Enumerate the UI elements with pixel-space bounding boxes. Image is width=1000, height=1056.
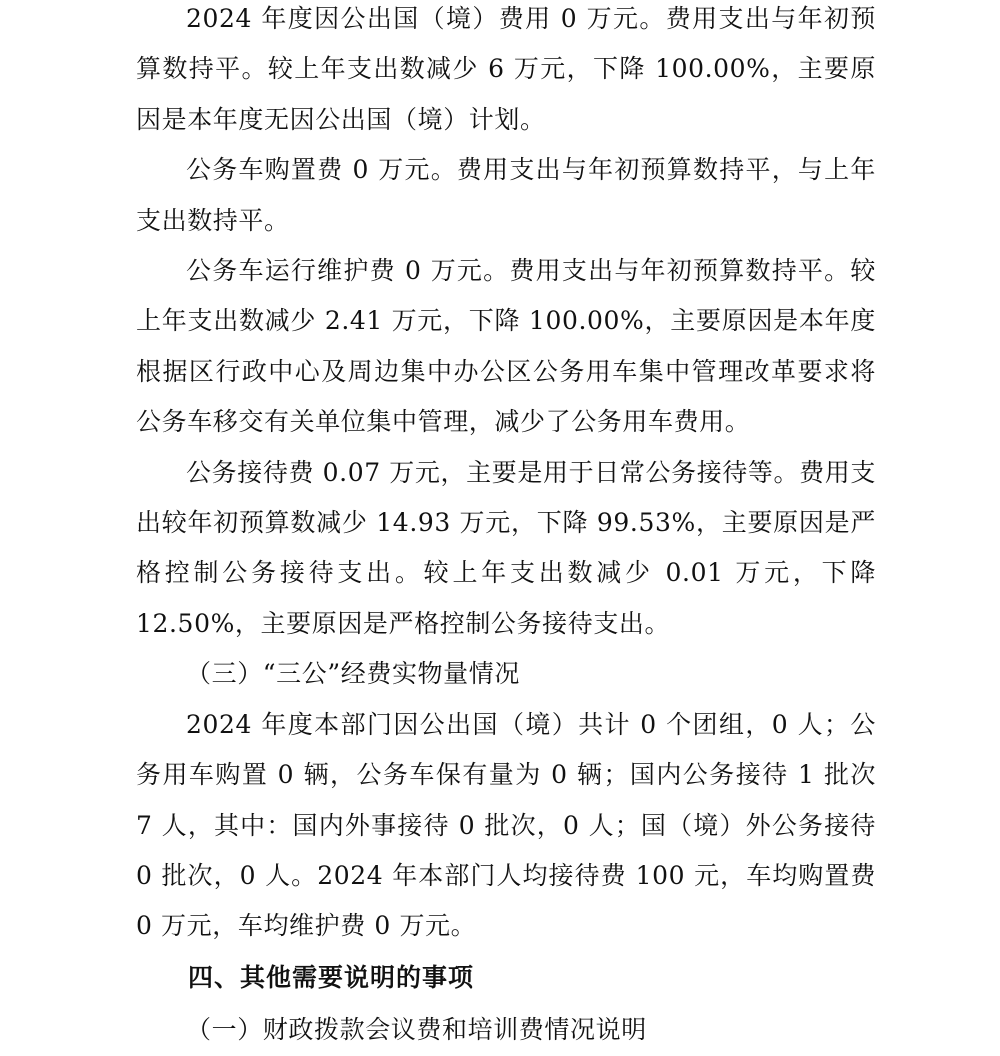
- heading-three-public-quantities: （三）“三公”经费实物量情况: [186, 659, 520, 689]
- paragraph-official-reception: 公务接待费 0.07 万元，主要是用于日常公务接待等。费用支出较年初预算数减少 14.93 万元，下降 99.53%，主要原因是严格控制公务接待支出。较上年支出数减少 0.01 万元，下降 12.50%，主要原因是严格控制公务接待支出。: [136, 457, 876, 638]
- paragraph-vehicle-maintenance: 公务车运行维护费 0 万元。费用支出与年初预算数持平。较上年支出数减少 2.41 万元，下降 100.00%，主要原因是本年度根据区行政中心及周边集中办公区公务用车集中管理改革要求将公务车移交有关单位集中管理，减少了公务用车费用。: [136, 256, 876, 437]
- section-subtitle: （一）财政拨款会议费和培训费情况说明: [186, 1014, 647, 1044]
- document-page: [136, 0, 876, 1056]
- paragraph-quantities-detail: 2024 年度本部门因公出国（境）共计 0 个团组，0 人；公务用车购置 0 辆，公务车保有量为 0 辆；国内公务接待 1 批次 7 人，其中：国内外事接待 0 批次，0 人；国（境）外公务接待 0 批次，0 人。2024 年本部门人均接待费 100 元，车均购置费 0 万元，车均维护费 0 万元。: [136, 709, 876, 941]
- paragraph-vehicle-purchase: 公务车购置费 0 万元。费用支出与年初预算数持平，与上年支出数持平。: [136, 155, 876, 235]
- section-title: 四、其他需要说明的事项: [188, 962, 475, 992]
- paragraph-overseas-travel: 2024 年度因公出国（境）费用 0 万元。费用支出与年初预算数持平。较上年支出数减少 6 万元，下降 100.00%，主要原因是本年度无因公出国（境）计划。: [136, 4, 876, 134]
